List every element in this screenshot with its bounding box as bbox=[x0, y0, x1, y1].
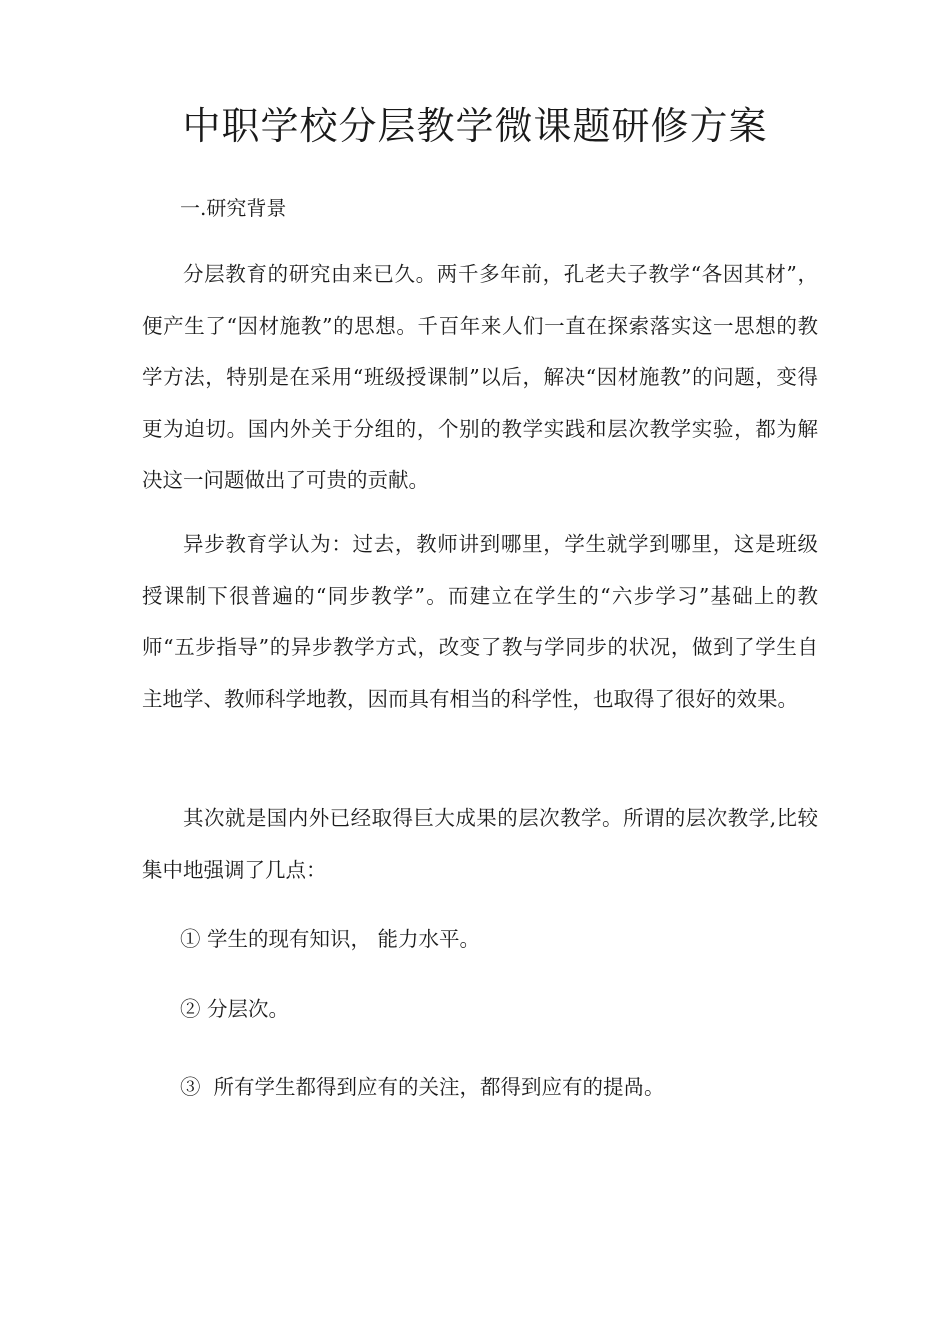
section-heading: 一.研究背景 bbox=[180, 196, 287, 220]
list-item: ② 分层次。 bbox=[180, 997, 290, 1021]
paragraph: 异步教育学认为：过去，教师讲到哪里，学生就学到哪里，这是班级授课制下很普遍的“同步教学”。而建立在学生的“六步学习”基础上的教师“五步指导”的异步教学方式，改变了教与学同步的状况，做到了学生自主地学、教师科学地教，因而具有相当的科学性，也取得了很好的效果。 bbox=[142, 532, 818, 711]
document-title: 中职学校分层教学微课题研修方案 bbox=[182, 104, 768, 148]
paragraph: 其次就是国内外已经取得巨大成果的层次教学。所谓的层次教学,比较集中地强调了几点： bbox=[142, 806, 818, 882]
list-item: ③ 所有学生都得到应有的关注，都得到应有的提咼。 bbox=[180, 1075, 665, 1099]
paragraph: 分层教育的研究由来已久。两千多年前，孔老夫子教学“各因其材”，便产生了“因材施教”的思想。千百年来人们一直在探索落实这一思想的教学方法，特别是在采用“班级授课制”以后，解决“因材施教”的问题，变得更为迫切。国内外关于分组的，个别的教学实践和层次教学实验，都为解决这一问题做出了可贵的贡献。 bbox=[142, 262, 818, 492]
list-item: ① 学生的现有知识， 能力水平。 bbox=[180, 927, 481, 951]
